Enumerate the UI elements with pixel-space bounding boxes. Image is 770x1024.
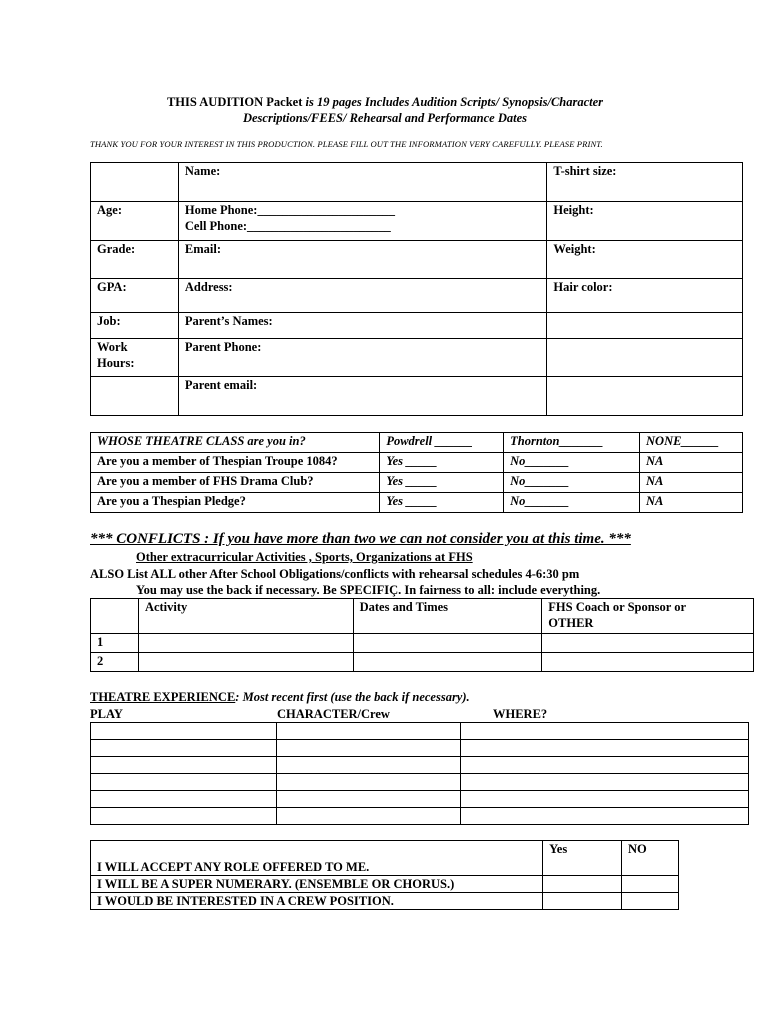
where-cell[interactable]: [461, 808, 749, 825]
where-cell[interactable]: [461, 791, 749, 808]
phone-field[interactable]: [178, 202, 547, 241]
col-dates: Dates and Times: [353, 599, 542, 634]
thanks-note: THANK YOU FOR YOUR INTEREST IN THIS PRODUCTION. PLEASE FILL OUT THE INFORMATION VERY CAREFULLY. PLEASE PRINT.: [90, 139, 603, 149]
tshirt-field[interactable]: T-shirt size:: [547, 163, 743, 202]
conflicts-blank: [91, 599, 139, 634]
col-no: NO: [622, 841, 679, 876]
role-super-numerary: I WILL BE A SUPER NUMERARY. (ENSEMBLE OR CHORUS.): [91, 876, 543, 893]
info-blank: [547, 377, 743, 416]
row-number: 1: [91, 634, 139, 653]
conflicts-heading: *** CONFLICTS : If you have more than two we can not consider you at this time. ***: [90, 531, 631, 547]
yes-cell[interactable]: [543, 876, 622, 893]
col-where: WHERE?: [493, 707, 548, 721]
no-cell[interactable]: [622, 876, 679, 893]
character-cell[interactable]: [276, 723, 461, 740]
where-cell[interactable]: [461, 723, 749, 740]
table-row: [91, 473, 743, 493]
col-coach-line-2: OTHER: [548, 616, 594, 630]
play-cell[interactable]: [91, 740, 277, 757]
gpa-field[interactable]: GPA:: [91, 279, 179, 313]
drama-club-question: Are you a member of FHS Drama Club?: [91, 473, 380, 493]
activity-cell[interactable]: [138, 653, 353, 672]
pledge-no[interactable]: No_______: [504, 493, 640, 513]
where-cell[interactable]: [461, 740, 749, 757]
experience-heading: [90, 689, 470, 705]
conflicts-back-note: You may use the back if necessary. Be SPECIFIÇ. In fairness to all: include everything.: [136, 583, 601, 597]
info-blank: [91, 163, 179, 202]
table-row: [91, 757, 749, 774]
age-field[interactable]: Age:: [91, 202, 179, 241]
class-question: WHOSE THEATRE CLASS are you in?: [91, 433, 380, 453]
home-phone-label: Home Phone:______________________: [184, 203, 395, 217]
theatre-class-table: [90, 432, 743, 513]
class-option-none[interactable]: NONE______: [640, 433, 743, 453]
work-hours-label-1: Work: [97, 340, 128, 354]
coach-cell[interactable]: [542, 653, 754, 672]
experience-note: : Most recent first (use the back if necessary).: [235, 690, 470, 704]
weight-field[interactable]: Weight:: [547, 241, 743, 279]
troupe-yes[interactable]: Yes _____: [380, 453, 504, 473]
conflicts-table: [90, 598, 754, 672]
coach-cell[interactable]: [542, 634, 754, 653]
character-cell[interactable]: [276, 791, 461, 808]
play-cell[interactable]: [91, 774, 277, 791]
table-row: [91, 433, 743, 453]
activity-cell[interactable]: [138, 634, 353, 653]
title-plain: THIS AUDITION Packet: [166, 95, 306, 109]
role-crew-position: I WOULD BE INTERESTED IN A CREW POSITION.: [91, 893, 543, 910]
table-row: [91, 791, 749, 808]
table-row: [91, 723, 749, 740]
class-option-powdrell[interactable]: Powdrell ______: [380, 433, 504, 453]
packet-title: [90, 94, 680, 126]
parent-email-field[interactable]: Parent email:: [178, 377, 547, 416]
role-accept-any-label: I WILL ACCEPT ANY ROLE OFFERED TO ME.: [97, 860, 370, 874]
hair-color-field[interactable]: Hair color:: [547, 279, 743, 313]
col-yes: Yes: [543, 841, 622, 876]
info-form: [90, 162, 743, 416]
character-cell[interactable]: [276, 774, 461, 791]
parents-names-field[interactable]: Parent’s Names:: [178, 313, 547, 339]
character-cell[interactable]: [276, 808, 461, 825]
drama-club-no[interactable]: No_______: [504, 473, 640, 493]
name-field[interactable]: Name:: [178, 163, 547, 202]
col-activity: Activity: [138, 599, 353, 634]
job-field[interactable]: Job:: [91, 313, 179, 339]
col-character: CHARACTER/Crew: [277, 707, 390, 721]
troupe-na[interactable]: NA: [640, 453, 743, 473]
info-blank: [547, 339, 743, 377]
table-row: [91, 599, 754, 634]
drama-club-na[interactable]: NA: [640, 473, 743, 493]
where-cell[interactable]: [461, 774, 749, 791]
work-hours-label-2: Hours:: [97, 356, 135, 370]
col-coach: [542, 599, 754, 634]
table-row: [91, 653, 754, 672]
table-row: [91, 774, 749, 791]
title-italic-1: is 19 pages Includes Audition Scripts/ Synopsis/Character: [305, 95, 604, 109]
character-cell[interactable]: [276, 757, 461, 774]
conflicts-subheading: Other extracurricular Activities , Sports, Organizations at FHS: [136, 550, 473, 564]
experience-title: THEATRE EXPERIENCE: [90, 690, 236, 704]
table-row: [91, 493, 743, 513]
info-blank: [547, 313, 743, 339]
no-cell[interactable]: [622, 893, 679, 910]
title-italic-2: Descriptions/FEES/ Rehearsal and Performance Dates: [242, 111, 528, 125]
work-hours-field[interactable]: [91, 339, 179, 377]
role-accept-any: [91, 841, 543, 876]
address-field[interactable]: Address:: [178, 279, 547, 313]
dates-cell[interactable]: [353, 653, 542, 672]
col-play: PLAY: [90, 707, 123, 721]
conflicts-also: ALSO List ALL other After School Obligations/conflicts with rehearsal schedules 4-6:30 pm: [90, 567, 580, 581]
troupe-question: Are you a member of Thespian Troupe 1084?: [91, 453, 380, 473]
info-blank: [91, 377, 179, 416]
class-option-thornton[interactable]: Thornton_______: [504, 433, 640, 453]
email-field[interactable]: Email:: [178, 241, 547, 279]
table-row: [91, 876, 679, 893]
yes-cell[interactable]: [543, 893, 622, 910]
pledge-na[interactable]: NA: [640, 493, 743, 513]
character-cell[interactable]: [276, 740, 461, 757]
drama-club-yes[interactable]: Yes _____: [380, 473, 504, 493]
dates-cell[interactable]: [353, 634, 542, 653]
pledge-question: Are you a Thespian Pledge?: [91, 493, 380, 513]
roles-table: [90, 840, 679, 910]
experience-table: [90, 722, 749, 825]
table-row: [91, 893, 679, 910]
troupe-no[interactable]: No_______: [504, 453, 640, 473]
play-cell[interactable]: [91, 791, 277, 808]
play-cell[interactable]: [91, 723, 277, 740]
height-field[interactable]: Height:: [547, 202, 743, 241]
table-row: [91, 634, 754, 653]
play-cell[interactable]: [91, 808, 277, 825]
col-coach-line-1: FHS Coach or Sponsor or: [548, 600, 687, 614]
where-cell[interactable]: [461, 757, 749, 774]
play-cell[interactable]: [91, 757, 277, 774]
table-row: [91, 453, 743, 473]
row-number: 2: [91, 653, 139, 672]
parent-phone-field[interactable]: Parent Phone:: [178, 339, 547, 377]
grade-field[interactable]: Grade:: [91, 241, 179, 279]
table-row: [91, 740, 749, 757]
cell-phone-label: Cell Phone:_______________________: [184, 219, 391, 233]
table-row: [91, 841, 679, 876]
table-row: [91, 808, 749, 825]
pledge-yes[interactable]: Yes _____: [380, 493, 504, 513]
